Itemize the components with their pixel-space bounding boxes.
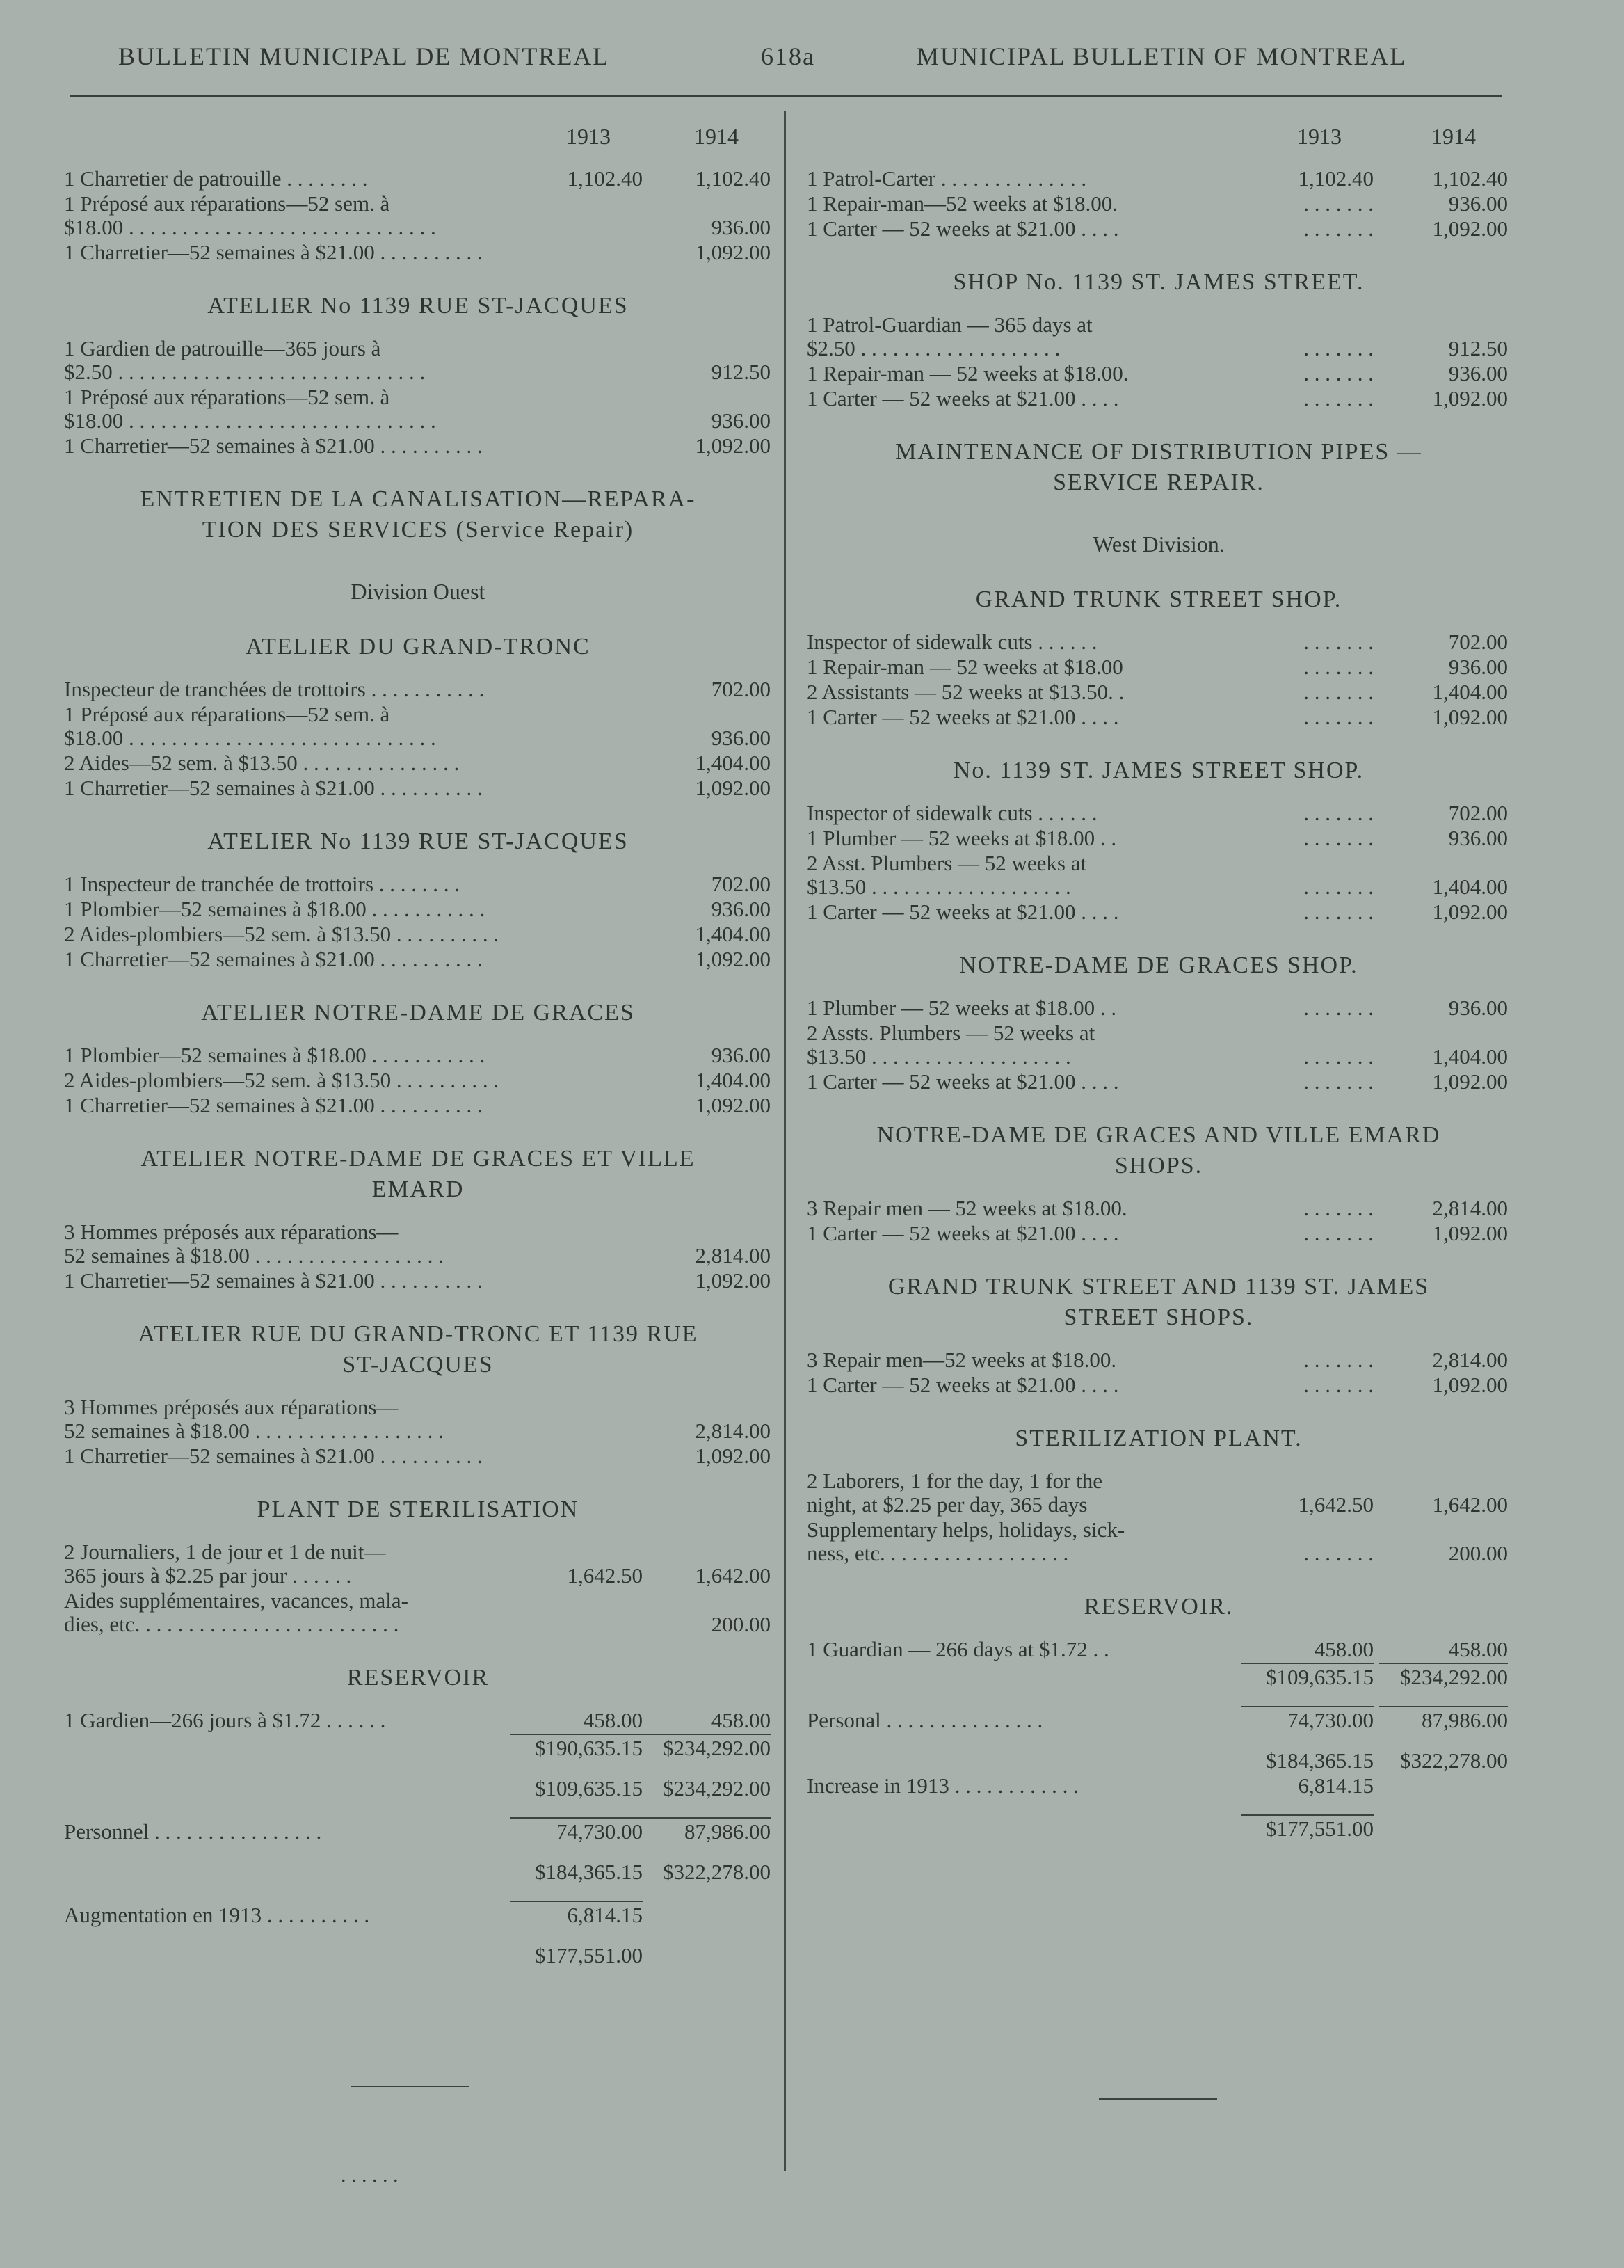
column-divider: [784, 111, 786, 2171]
row-label: 1 Plombier—52 semaines à $18.00 . . . . . . . . . . .: [64, 897, 485, 921]
value-1914: 1,092.00: [1432, 386, 1508, 410]
value-1913: 74,730.00: [1287, 1708, 1374, 1732]
value-1914: 936.00: [711, 897, 771, 921]
table-row: [64, 776, 772, 800]
value-1914: 936.00: [711, 726, 771, 750]
year-header: [807, 118, 1511, 167]
sum-rule-1913: [1241, 1814, 1374, 1816]
table-row: [807, 362, 1511, 385]
value-1914: 458.00: [1448, 1637, 1508, 1661]
sum-rule-1913: [510, 1901, 643, 1902]
table-row: [807, 1222, 1511, 1245]
section-gap: [807, 412, 1511, 437]
table-row: [807, 801, 1511, 825]
title-gap: [64, 1205, 772, 1220]
section-gap: [807, 1567, 1511, 1592]
table-row: [64, 948, 772, 971]
value-1913: . . . . . . .: [1303, 216, 1374, 241]
value-1914: 87,986.00: [1422, 1708, 1508, 1732]
title-gap: [807, 1333, 1511, 1348]
value-1913: . . . . . . .: [1303, 1069, 1374, 1094]
row-label: 1 Gardien—266 jours à $1.72 . . . . . .: [64, 1708, 386, 1732]
value-1913: 6,814.15: [567, 1903, 643, 1927]
section-gap: [807, 1398, 1511, 1423]
section-title: NOTRE-DAME DE GRACES AND VILLE EMARD SHOPS.: [876, 1122, 1441, 1179]
sum-gap: [64, 1885, 772, 1901]
section-title: ATELIER NOTRE-DAME DE GRACES ET VILLE EMARD: [140, 1146, 696, 1202]
table-row: [64, 1094, 772, 1117]
table-row: [807, 680, 1511, 704]
row-label: 2 Laborers, 1 for the day, 1 for the night, at $2.25 per day, 365 days: [807, 1469, 1102, 1517]
row-label: 2 Aides-plombiers—52 sem. à $13.50 . . . . . . . . . .: [64, 922, 499, 946]
section-title: STERILIZATION PLANT.: [1015, 1426, 1303, 1451]
section-gap: [807, 559, 1511, 584]
value-1913: . . . . . . .: [1303, 875, 1374, 899]
value-1914: 1,092.00: [695, 776, 771, 800]
value-1913: $177,551.00: [1266, 1816, 1374, 1841]
title-gap: [807, 298, 1511, 313]
title-gap: [64, 545, 772, 561]
row-label: 1 Charretier—52 semaines à $21.00 . . . . . . . . . .: [64, 947, 483, 971]
section-title: No. 1139 ST. JAMES STREET SHOP.: [953, 758, 1365, 783]
value-1913: . . . . . . .: [1303, 1373, 1374, 1397]
row-label: 2 Aides-plombiers—52 sem. à $13.50 . . . . . . . . . .: [64, 1068, 499, 1092]
row-label: 1 Préposé aux réparations—52 sem. à $18.00 . . . . . . . . . . . . . . . . . . . . . . . . . . . . .: [64, 385, 436, 433]
value-1913: . . . . . . .: [1303, 705, 1374, 729]
row-label: 1 Repair-man—52 weeks at $18.00.: [807, 191, 1118, 216]
value-1913: . . . . . . .: [1303, 630, 1374, 654]
row-label: 1 Préposé aux réparations—52 sem. à $18.00 . . . . . . . . . . . . . . . . . . . . . . . . . . . . .: [64, 191, 436, 239]
row-label: 3 Hommes préposés aux réparations— 52 semaines à $18.00 . . . . . . . . . . . . . . . . . .: [64, 1220, 444, 1268]
row-label: 1 Plombier—52 semaines à $18.00 . . . . . . . . . . .: [64, 1043, 485, 1067]
header-rule: [70, 95, 1502, 97]
end-rule-left: [351, 2086, 469, 2087]
value-1914: 1,092.00: [695, 947, 771, 971]
table-row: [807, 387, 1511, 410]
value-1914: 1,642.00: [1432, 1492, 1508, 1517]
title-gap: [64, 1525, 772, 1540]
table-row: [64, 167, 772, 191]
table-row: [64, 1820, 772, 1844]
value-1913: $109,635.15: [1266, 1665, 1374, 1689]
title-gap: [64, 321, 772, 337]
french-column: [64, 118, 772, 1969]
row-label: 3 Repair men — 52 weeks at $18.00.: [807, 1196, 1127, 1220]
value-1914: $322,278.00: [663, 1860, 771, 1884]
table-row: [64, 703, 772, 750]
value-1914: 2,814.00: [1432, 1196, 1508, 1220]
row-label: 1 Carter — 52 weeks at $21.00 . . . .: [807, 386, 1119, 410]
table-row: [64, 1444, 772, 1468]
value-1913: . . . . . . .: [1303, 996, 1374, 1020]
row-label: 1 Patrol-Carter . . . . . . . . . . . . . .: [807, 166, 1087, 191]
row-label: Aides supplémentaires, vacances, mala- dies, etc. . . . . . . . . . . . . . . . . . . . . . . . .: [64, 1588, 408, 1636]
value-1914: 1,092.00: [1432, 216, 1508, 241]
value-1914: 1,102.40: [695, 166, 771, 191]
value-1914: 1,092.00: [1432, 900, 1508, 924]
title-gap: [807, 1454, 1511, 1469]
section-gap: [64, 607, 772, 632]
value-1913: 458.00: [1314, 1637, 1374, 1661]
table-row: [64, 678, 772, 701]
value-1914: $234,292.00: [663, 1776, 771, 1800]
row-label: 3 Hommes préposés aux réparations— 52 semaines à $18.00 . . . . . . . . . . . . . . . . . .: [64, 1395, 444, 1443]
value-1914: $234,292.00: [663, 1736, 771, 1760]
value-1914: 1,092.00: [695, 1093, 771, 1117]
value-1913: . . . . . . .: [1303, 361, 1374, 385]
value-1913: $184,365.15: [1266, 1748, 1374, 1773]
section-gap: [64, 266, 772, 291]
table-row: [64, 1944, 772, 1967]
table-row: [807, 1197, 1511, 1220]
value-1914: 1,092.00: [1432, 1221, 1508, 1245]
value-1913: 74,730.00: [556, 1819, 643, 1844]
value-1914: 1,404.00: [1432, 875, 1508, 899]
row-label: 1 Préposé aux réparations—52 sem. à $18.00 . . . . . . . . . . . . . . . . . . . . . . . . . . . . .: [64, 702, 436, 750]
section-subtitle: West Division.: [1093, 532, 1225, 557]
sum-rule-1914: [642, 1734, 771, 1735]
sum-gap: [64, 1762, 772, 1777]
value-1914: 87,986.00: [684, 1819, 771, 1844]
footer-dots: . . . . . .: [341, 2164, 399, 2187]
year-header: [64, 118, 772, 167]
row-label: Personnel . . . . . . . . . . . . . . . .: [64, 1819, 322, 1844]
title-gap: [64, 1380, 772, 1396]
table-row: [807, 313, 1511, 360]
row-label: 1 Charretier—52 semaines à $21.00 . . . . . . . . . .: [64, 240, 483, 264]
value-1913: $177,551.00: [535, 1943, 643, 1967]
row-label: 2 Aides—52 sem. à $13.50 . . . . . . . . . . . . . . .: [64, 751, 460, 775]
row-label: 1 Charretier—52 semaines à $21.00 . . . . . . . . . .: [64, 776, 483, 800]
value-1914: 1,102.40: [1432, 166, 1508, 191]
row-label: 1 Inspecteur de tranchée de trottoirs . . . . . . . .: [64, 872, 460, 896]
table-row: [64, 337, 772, 384]
row-label: 3 Repair men—52 weeks at $18.00.: [807, 1348, 1117, 1372]
value-1914: 1,092.00: [1432, 705, 1508, 729]
value-1913: . . . . . . .: [1303, 826, 1374, 850]
row-label: 1 Plumber — 52 weeks at $18.00 . .: [807, 996, 1117, 1020]
year-1913: 1913: [566, 124, 611, 149]
table-row: [64, 1903, 772, 1927]
value-1914: 2,814.00: [695, 1243, 771, 1268]
table-row: [807, 826, 1511, 850]
value-1914: 200.00: [711, 1612, 771, 1636]
value-1914: 2,814.00: [1432, 1348, 1508, 1372]
value-1914: $234,292.00: [1400, 1665, 1508, 1689]
end-rule-right: [1099, 2098, 1217, 2100]
sum-rule-1913: [1241, 1663, 1374, 1664]
value-1914: 936.00: [1448, 361, 1508, 385]
header-right: MUNICIPAL BULLETIN OF MONTREAL: [917, 42, 1407, 70]
value-1914: 1,404.00: [695, 1068, 771, 1092]
value-1914: 1,092.00: [695, 240, 771, 264]
table-row: [64, 1220, 772, 1268]
table-row: [807, 705, 1511, 729]
table-row: [64, 1860, 772, 1884]
row-label: 1 Charretier de patrouille . . . . . . . .: [64, 166, 368, 191]
table-row: [64, 241, 772, 264]
value-1913: . . . . . . .: [1303, 386, 1374, 410]
table-row: [64, 1269, 772, 1293]
value-1913: . . . . . . .: [1303, 1196, 1374, 1220]
row-label: Increase in 1913 . . . . . . . . . . . .: [807, 1773, 1079, 1798]
row-label: 1 Guardian — 266 days at $1.72 . .: [807, 1637, 1109, 1661]
value-1913: 6,814.15: [1298, 1773, 1374, 1798]
section-title: PLANT DE STERILISATION: [257, 1496, 579, 1522]
value-1914: 1,092.00: [695, 433, 771, 458]
title-gap: [807, 1622, 1511, 1638]
section-gap: [807, 1247, 1511, 1272]
table-row: [64, 923, 772, 946]
value-1913: . . . . . . .: [1303, 191, 1374, 216]
value-1913: $109,635.15: [535, 1776, 643, 1800]
value-1913: . . . . . . .: [1303, 336, 1374, 360]
section-title: ATELIER No 1139 RUE ST-JACQUES: [207, 293, 629, 319]
section-title: GRAND TRUNK STREET SHOP.: [975, 586, 1342, 612]
row-label: 1 Carter — 52 weeks at $21.00 . . . .: [807, 216, 1119, 241]
value-1913: $190,635.15: [535, 1736, 643, 1760]
sum-gap: [807, 1799, 1511, 1814]
year-1914: 1914: [694, 124, 739, 149]
section-title: RESERVOIR: [346, 1665, 490, 1691]
sum-rule-1914: [1379, 1706, 1508, 1707]
section-title: ENTRETIEN DE LA CANALISATION—REPARA- TION DES SERVICES (Service Repair): [140, 486, 696, 543]
row-label: 2 Assistants — 52 weeks at $13.50. .: [807, 680, 1125, 704]
subtitle-gap: [807, 513, 1511, 529]
value-1914: $322,278.00: [1400, 1748, 1508, 1773]
year-1913: 1913: [1297, 124, 1342, 149]
value-1913: . . . . . . .: [1303, 680, 1374, 704]
value-1914: 1,642.00: [695, 1563, 771, 1588]
title-gap: [807, 786, 1511, 801]
sum-gap: [64, 1845, 772, 1860]
section-gap: [64, 1638, 772, 1663]
value-1913: $184,365.15: [535, 1860, 643, 1884]
title-gap: [64, 1028, 772, 1044]
table-row: [807, 655, 1511, 679]
section-gap: [807, 730, 1511, 756]
section-gap: [807, 242, 1511, 267]
section-title: GRAND TRUNK STREET AND 1139 ST. JAMES STREET SHOPS.: [887, 1274, 1430, 1330]
table-row: [807, 630, 1511, 654]
value-1914: 702.00: [711, 677, 771, 701]
section-title: NOTRE-DAME DE GRACES SHOP.: [959, 952, 1358, 978]
table-row: [807, 1070, 1511, 1094]
row-label: 2 Asst. Plumbers — 52 weeks at $13.50 . . . . . . . . . . . . . . . . . . .: [807, 851, 1087, 899]
title-gap: [64, 1693, 772, 1709]
value-1914: 912.50: [711, 360, 771, 384]
value-1913: . . . . . . .: [1303, 1221, 1374, 1245]
value-1913: . . . . . . .: [1303, 801, 1374, 825]
section-gap: [807, 1095, 1511, 1120]
table-row: [64, 751, 772, 775]
title-gap: [807, 498, 1511, 513]
value-1914: 458.00: [711, 1708, 771, 1732]
table-row: [64, 1540, 772, 1588]
value-1914: 936.00: [711, 215, 771, 239]
value-1914: 1,404.00: [1432, 1044, 1508, 1069]
table-row: [64, 1044, 772, 1067]
value-1913: 1,642.50: [1298, 1492, 1374, 1517]
table-row: [807, 900, 1511, 924]
row-label: 1 Patrol-Guardian — 365 days at $2.50 . . . . . . . . . . . . . . . . . . .: [807, 312, 1093, 360]
table-row: [64, 192, 772, 239]
row-label: 1 Carter — 52 weeks at $21.00 . . . .: [807, 1221, 1119, 1245]
value-1914: 936.00: [711, 1043, 771, 1067]
value-1913: . . . . . . .: [1303, 1541, 1374, 1565]
section-gap: [64, 973, 772, 998]
row-label: 1 Carter — 52 weeks at $21.00 . . . .: [807, 705, 1119, 729]
table-row: [64, 1777, 772, 1800]
row-label: Inspecteur de tranchées de trottoirs . . . . . . . . . . .: [64, 677, 485, 701]
row-label: Inspector of sidewalk cuts . . . . . .: [807, 801, 1098, 825]
section-gap: [64, 1294, 772, 1319]
value-1914: 1,404.00: [1432, 680, 1508, 704]
table-row: [64, 1736, 772, 1760]
sum-rule-1914: [642, 1817, 771, 1819]
sum-gap: [64, 1802, 772, 1817]
value-1914: 200.00: [1448, 1541, 1508, 1565]
table-row: [64, 872, 772, 896]
value-1914: 1,404.00: [695, 922, 771, 946]
table-row: [807, 852, 1511, 899]
table-row: [64, 1069, 772, 1092]
table-row: [64, 1589, 772, 1636]
value-1913: 458.00: [583, 1708, 643, 1732]
sum-gap: [807, 1734, 1511, 1749]
section-title: ATELIER DU GRAND-TRONC: [246, 634, 590, 660]
section-gap: [64, 801, 772, 826]
section-gap: [64, 459, 772, 484]
value-1913: 1,102.40: [1298, 166, 1374, 191]
section-subtitle: Division Ouest: [351, 579, 485, 604]
english-column: [807, 118, 1511, 1842]
title-gap: [807, 981, 1511, 996]
table-row: [807, 167, 1511, 191]
sum-gap: [807, 1691, 1511, 1706]
title-gap: [807, 1181, 1511, 1197]
row-label: 1 Charretier—52 semaines à $21.00 . . . . . . . . . .: [64, 1268, 483, 1293]
year-1914: 1914: [1431, 124, 1476, 149]
section-gap: [64, 1469, 772, 1494]
row-label: 2 Journaliers, 1 de jour et 1 de nuit— 365 jours à $2.25 par jour . . . . . .: [64, 1540, 386, 1588]
row-label: 1 Charretier—52 semaines à $21.00 . . . . . . . . . .: [64, 1093, 483, 1117]
value-1914: 936.00: [1448, 655, 1508, 679]
page-number: 618a: [761, 42, 815, 70]
section-title: ATELIER NOTRE-DAME DE GRACES: [201, 1000, 635, 1025]
value-1914: 1,092.00: [1432, 1069, 1508, 1094]
value-1913: . . . . . . .: [1303, 1348, 1374, 1372]
row-label: 1 Plumber — 52 weeks at $18.00 . .: [807, 826, 1117, 850]
value-1914: 912.50: [1448, 336, 1508, 360]
table-row: [807, 1021, 1511, 1069]
title-gap: [64, 662, 772, 678]
value-1914: 1,092.00: [695, 1268, 771, 1293]
title-gap: [807, 615, 1511, 630]
table-row: [807, 1469, 1511, 1517]
subtitle-gap: [64, 561, 772, 576]
table-row: [64, 1396, 772, 1443]
section-title: RESERVOIR.: [1084, 1594, 1234, 1620]
row-label: 1 Carter — 52 weeks at $21.00 . . . .: [807, 1373, 1119, 1397]
header-left: BULLETIN MUNICIPAL DE MONTREAL: [118, 42, 610, 70]
row-label: Supplementary helps, holidays, sick- ness, etc. . . . . . . . . . . . . . . . . .: [807, 1517, 1125, 1565]
row-label: 1 Carter — 52 weeks at $21.00 . . . .: [807, 1069, 1119, 1094]
section-title: ATELIER No 1139 RUE ST-JACQUES: [207, 829, 629, 854]
table-row: [807, 1749, 1511, 1773]
section-title: ATELIER RUE DU GRAND-TRONC ET 1139 RUE ST-JACQUES: [138, 1321, 698, 1377]
value-1913: 1,642.50: [567, 1563, 643, 1588]
section-title: SHOP No. 1139 ST. JAMES STREET.: [953, 269, 1365, 295]
value-1914: 1,092.00: [695, 1444, 771, 1468]
row-label: 1 Charretier—52 semaines à $21.00 . . . . . . . . . .: [64, 433, 483, 458]
value-1914: 936.00: [1448, 996, 1508, 1020]
value-1914: 936.00: [1448, 826, 1508, 850]
table-row: [807, 1638, 1511, 1661]
value-1914: 1,092.00: [1432, 1373, 1508, 1397]
sum-rule-1913: [510, 1817, 643, 1819]
row-label: Personal . . . . . . . . . . . . . . .: [807, 1708, 1043, 1732]
sum-gap: [64, 1928, 772, 1944]
row-label: 1 Charretier—52 semaines à $21.00 . . . . . . . . . .: [64, 1444, 483, 1468]
table-row: [64, 1709, 772, 1732]
row-label: 1 Repair-man — 52 weeks at $18.00: [807, 655, 1123, 679]
row-label: 1 Repair-man — 52 weeks at $18.00.: [807, 361, 1129, 385]
value-1914: 702.00: [1448, 630, 1508, 654]
value-1914: 936.00: [1448, 191, 1508, 216]
row-label: Inspector of sidewalk cuts . . . . . .: [807, 630, 1098, 654]
value-1914: 2,814.00: [695, 1419, 771, 1443]
table-row: [807, 996, 1511, 1020]
table-row: [807, 1373, 1511, 1397]
value-1914: 702.00: [1448, 801, 1508, 825]
sum-rule-1914: [1379, 1663, 1508, 1664]
sum-rule-1913: [510, 1734, 643, 1735]
value-1913: . . . . . . .: [1303, 655, 1374, 679]
section-gap: [64, 1119, 772, 1144]
value-1914: 936.00: [711, 408, 771, 433]
table-row: [807, 1518, 1511, 1565]
table-row: [807, 1666, 1511, 1689]
table-row: [64, 434, 772, 458]
value-1914: 1,404.00: [695, 751, 771, 775]
row-label: 1 Carter — 52 weeks at $21.00 . . . .: [807, 900, 1119, 924]
row-gap: [807, 1841, 1511, 1842]
section-title: MAINTENANCE OF DISTRIBUTION PIPES — SERVICE REPAIR.: [895, 439, 1422, 495]
row-label: Augmentation en 1913 . . . . . . . . . .: [64, 1903, 370, 1927]
table-row: [807, 192, 1511, 216]
title-gap: [64, 857, 772, 872]
table-row: [807, 1774, 1511, 1798]
row-gap: [64, 1967, 772, 1969]
row-label: 1 Gardien de patrouille—365 jours à $2.50 . . . . . . . . . . . . . . . . . . . . . . . . . . . . .: [64, 336, 426, 384]
value-1914: 702.00: [711, 872, 771, 896]
row-label: 2 Assts. Plumbers — 52 weeks at $13.50 . . . . . . . . . . . . . . . . . . .: [807, 1021, 1095, 1069]
table-row: [807, 1348, 1511, 1372]
sum-rule-1913: [1241, 1706, 1374, 1707]
table-row: [64, 385, 772, 433]
table-row: [64, 897, 772, 921]
table-row: [807, 1817, 1511, 1841]
table-row: [807, 217, 1511, 241]
value-1913: 1,102.40: [567, 166, 643, 191]
value-1913: . . . . . . .: [1303, 900, 1374, 924]
table-row: [807, 1709, 1511, 1732]
value-1913: . . . . . . .: [1303, 1044, 1374, 1069]
section-gap: [807, 925, 1511, 950]
